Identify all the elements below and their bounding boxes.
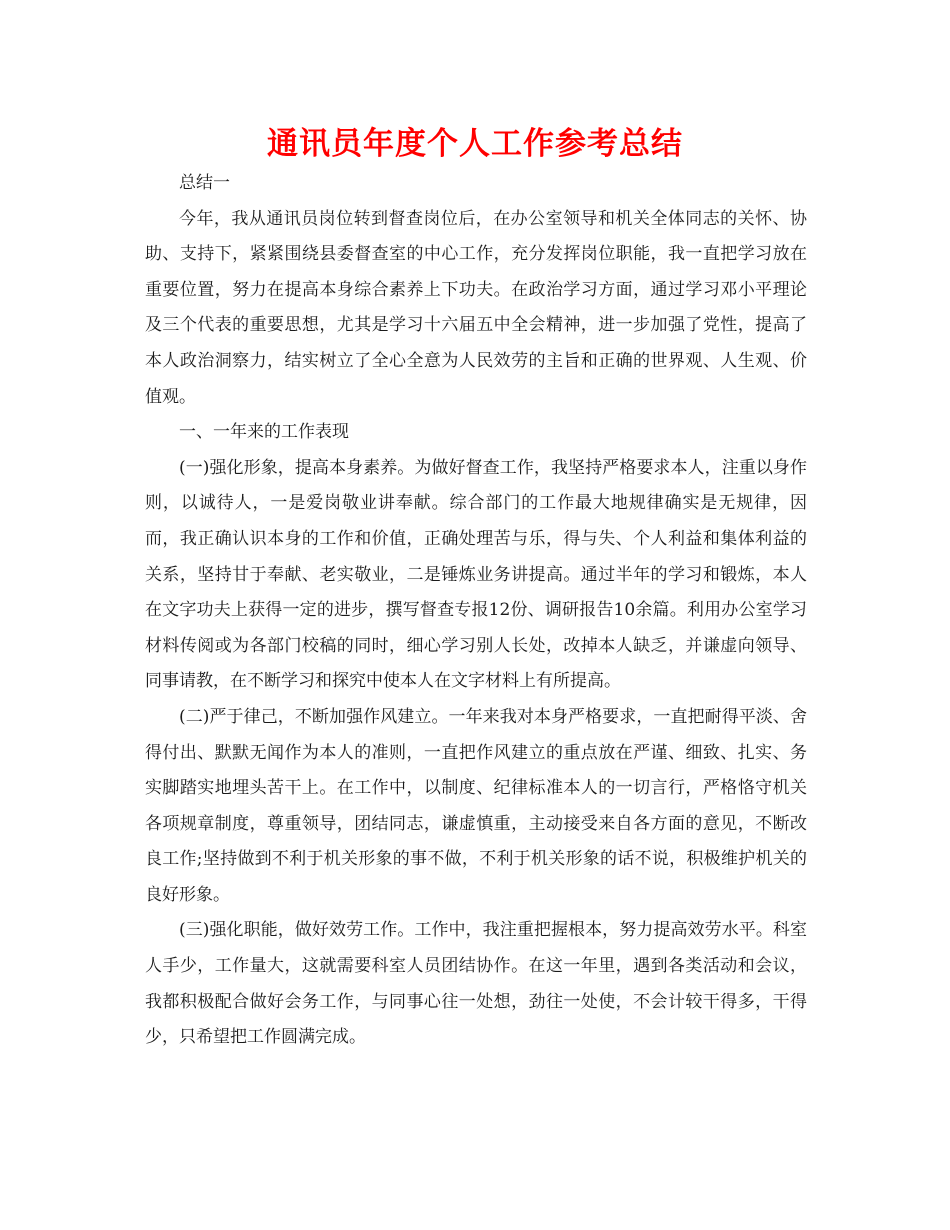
section-heading: 一、一年来的工作表现 — [179, 422, 349, 443]
document-body — [145, 166, 807, 1056]
body-paragraph: (二)严于律己，不断加强作风建立。一年来我对本身严格要求，一直把耐得平淡、舍得付出、默默无闻作为本人的准则，一直把作风建立的重点放在严谨、细致、扎实、务实脚踏实地埋头苦干上。在工作中，以制度、纪律标准本人的一切言行，严格恪守机关各项规章制度，尊重领导，团结同志，谦虚慎重，主动接受来自各方面的意见，不断改良工作;坚持做到不利于机关形象的事不做，不利于机关形象的话不说，积极维护机关的良好形象。 — [145, 706, 807, 905]
intro-paragraph: 今年，我从通讯员岗位转到督查岗位后，在办公室领导和机关全体同志的关怀、协助、支持下，紧紧围绕县委督查室的中心工作，充分发挥岗位职能，我一直把学习放在重要位置，努力在提高本身综合素养上下功夫。在政治学习方面，通过学习邓小平理论及三个代表的重要思想，尤其是学习十六届五中全会精神，进一步加强了党性，提高了本人政治洞察力，结实树立了全心全意为人民效劳的主旨和正确的世界观、人生观、价值观。 — [145, 208, 807, 407]
section-label: 总结一 — [179, 173, 230, 193]
body-paragraph: (三)强化职能，做好效劳工作。工作中，我注重把握根本，努力提高效劳水平。科室人手少，工作量大，这就需要科室人员团结协作。在这一年里，遇到各类活动和会议，我都积极配合做好会务工作，与同事心往一处想，劲往一处使，不会计较干得多，干得少，只希望把工作圆满完成。 — [145, 920, 807, 1048]
body-paragraph: (一)强化形象，提高本身素养。为做好督查工作，我坚持严格要求本人，注重以身作则，以诚待人，一是爱岗敬业讲奉献。综合部门的工作最大地规律确实是无规律，因而，我正确认识本身的工作和价值，正确处理苦与乐，得与失、个人利益和集体利益的关系，坚持甘于奉献、老实敬业，二是锤炼业务讲提高。通过半年的学习和锻炼，本人在文字功夫上获得一定的进步，撰写督查专报12份、调研报告10余篇。利用办公室学习材料传阅或为各部门校稿的同时，细心学习别人长处，改掉本人缺乏，并谦虚向领导、同事请教，在不断学习和探究中使本人在文字材料上有所提高。 — [145, 457, 807, 692]
document-title: 通讯员年度个人工作参考总结 — [267, 126, 683, 162]
